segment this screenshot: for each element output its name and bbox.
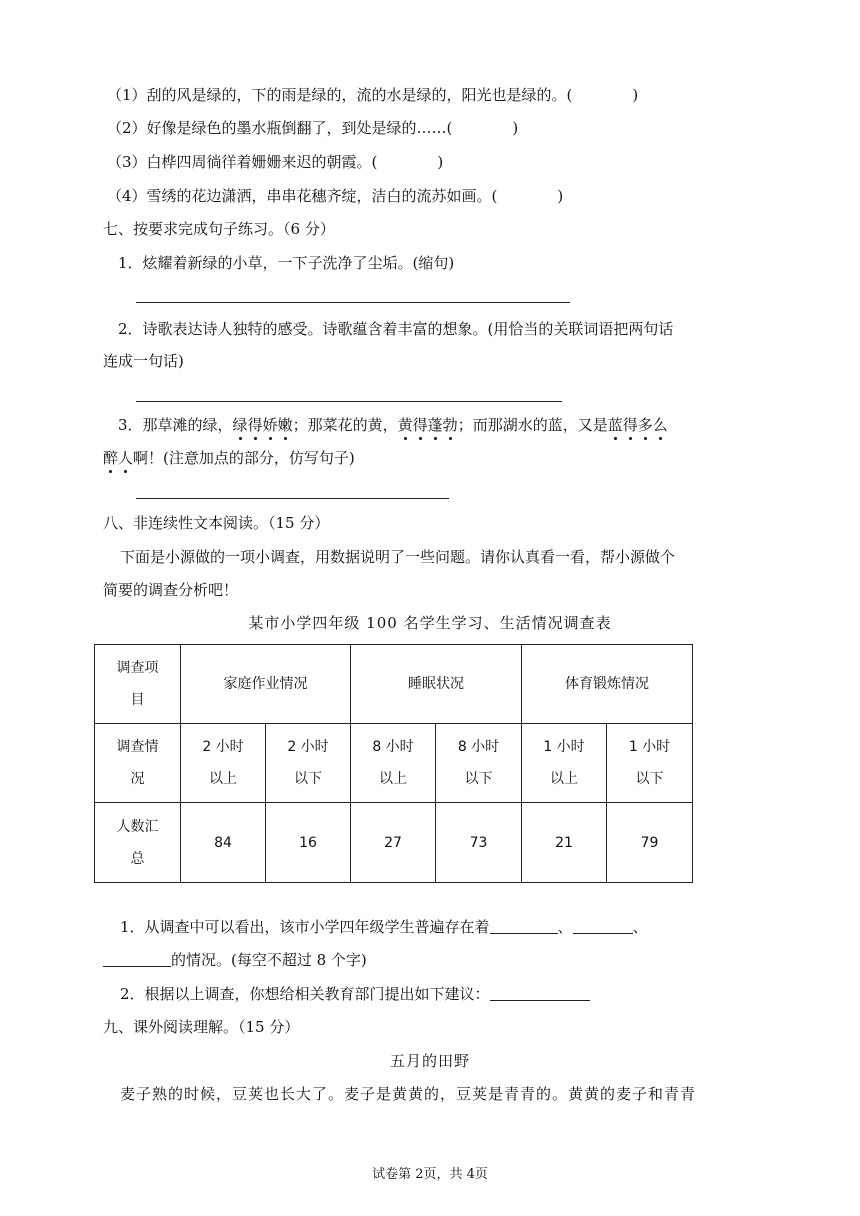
q7-3-line1 xyxy=(118,414,668,435)
emphasis-char: 绿 xyxy=(232,416,248,434)
emphasis-char: 勃 xyxy=(442,416,458,434)
condition-cell: 1 小时 以上 xyxy=(522,724,607,803)
section-8-intro-1: 下面是小源做的一项小调查，用数据说明了一些问题。请你认真看一看，帮小源做个 xyxy=(120,548,676,566)
emphasis-char: 得 xyxy=(247,416,263,434)
emphasis-char: 得 xyxy=(412,416,428,434)
q7-3-part-e: ；而那湖水的蓝，又是 xyxy=(457,416,608,434)
q7-2-line2: 连成一句话) xyxy=(103,352,184,370)
survey-table xyxy=(94,644,693,883)
condition-cell: 2 小时 以上 xyxy=(181,724,266,803)
emphasis-char: 黄 xyxy=(397,416,413,434)
emphasis-char: 蓬 xyxy=(427,416,443,434)
emphasis-char: 么 xyxy=(652,416,668,434)
q7-1-text: 1．炫耀着新绿的小草，一下子洗净了尘垢。(缩句) xyxy=(118,254,455,272)
count-cell: 73 xyxy=(436,803,522,883)
q7-2-line1: 2．诗歌表达诗人独特的感受。诗歌蕴含着丰富的想象。(用恰当的关联词语把两句话 xyxy=(118,320,674,338)
q8-2-line xyxy=(120,983,590,1004)
q8-2-text: 2．根据以上调查，你想给相关教育部门提出如下建议： xyxy=(120,985,490,1003)
q8-1-sep-1: 、 xyxy=(557,918,573,936)
row-label-items: 调查项 目 xyxy=(95,645,181,724)
q7-3-part-h: 啊！(注意加点的部分，仿写句子) xyxy=(133,449,355,467)
table-row-header xyxy=(95,645,693,724)
q8-1-blank-3[interactable] xyxy=(103,952,171,967)
emphasis-char: 蓝 xyxy=(607,416,623,434)
condition-cell: 8 小时 以下 xyxy=(436,724,522,803)
row-label-conditions: 调查情 况 xyxy=(95,724,181,803)
q8-1-line1 xyxy=(120,916,648,937)
q8-1-blank-1[interactable] xyxy=(490,919,558,934)
item-6-1: （1）刮的风是绿的，下的雨是绿的，流的水是绿的，阳光也是绿的。( ) xyxy=(107,86,639,104)
section-7-heading: 七、按要求完成句子练习。（6 分） xyxy=(103,220,335,238)
count-cell: 84 xyxy=(181,803,266,883)
group-exercise: 体育锻炼情况 xyxy=(522,645,693,724)
q8-1-sep-2: 、 xyxy=(632,918,648,936)
group-sleep: 睡眠状况 xyxy=(351,645,522,724)
q7-3-answer-line[interactable] xyxy=(136,498,449,499)
passage-paragraph-1: 麦子熟的时候，豆荚也长大了。麦子是黄黄的，豆荚是青青的。黄黄的麦子和青青 xyxy=(120,1085,697,1103)
q7-1-answer-line[interactable] xyxy=(136,302,570,303)
row-label-counts: 人数汇 总 xyxy=(95,803,181,883)
q8-1-blank-2[interactable] xyxy=(573,919,633,934)
condition-cell: 1 小时 以下 xyxy=(607,724,693,803)
count-cell: 27 xyxy=(351,803,436,883)
q7-3-line2 xyxy=(103,447,355,468)
q7-3-dotted-3 xyxy=(608,416,668,434)
q8-1-line2 xyxy=(103,949,367,970)
q7-2-answer-line[interactable] xyxy=(136,401,562,402)
emphasis-char: 得 xyxy=(622,416,638,434)
group-homework: 家庭作业情况 xyxy=(181,645,351,724)
q8-2-blank[interactable] xyxy=(490,986,590,1001)
page-footer: 试卷第 2页，共 4页 xyxy=(372,1167,488,1182)
count-cell: 21 xyxy=(522,803,607,883)
q7-3-dotted-1 xyxy=(233,416,293,434)
item-6-3: （3）白桦四周徜徉着姗姗来迟的朝霞。( ) xyxy=(107,153,444,171)
table-row-conditions xyxy=(95,724,693,803)
condition-cell: 2 小时 以下 xyxy=(266,724,351,803)
table-row-counts xyxy=(95,803,693,883)
item-6-2: （2）好像是绿色的墨水瓶倒翻了，到处是绿的……( ) xyxy=(107,119,519,137)
condition-cell: 8 小时 以上 xyxy=(351,724,436,803)
emphasis-char: 人 xyxy=(118,449,134,467)
table-title: 某市小学四年级 100 名学生学习、生活情况调查表 xyxy=(248,614,612,632)
q7-3-dotted-4 xyxy=(103,449,133,467)
q7-3-part-a: 3．那草滩的绿， xyxy=(118,416,233,434)
q7-3-dotted-2 xyxy=(398,416,458,434)
passage-title: 五月的田野 xyxy=(389,1052,470,1070)
emphasis-char: 多 xyxy=(637,416,653,434)
emphasis-char: 醉 xyxy=(103,449,119,467)
emphasis-char: 嫩 xyxy=(277,416,293,434)
q7-3-part-c: ；那菜花的黄， xyxy=(292,416,398,434)
count-cell: 16 xyxy=(266,803,351,883)
section-8-intro-2: 简要的调查分析吧！ xyxy=(103,581,239,599)
section-8-heading: 八、非连续性文本阅读。（15 分） xyxy=(103,514,330,532)
section-9-heading: 九、课外阅读理解。（15 分） xyxy=(103,1018,300,1036)
emphasis-char: 娇 xyxy=(262,416,278,434)
count-cell: 79 xyxy=(607,803,693,883)
q8-1-text: 1．从调查中可以看出，该市小学四年级学生普遍存在着 xyxy=(120,918,490,936)
q8-1-text-end: 的情况。(每空不超过 8 个字) xyxy=(171,951,367,969)
item-6-4: （4）雪绣的花边潇洒，串串花穗齐绽，洁白的流苏如画。( ) xyxy=(107,187,564,205)
